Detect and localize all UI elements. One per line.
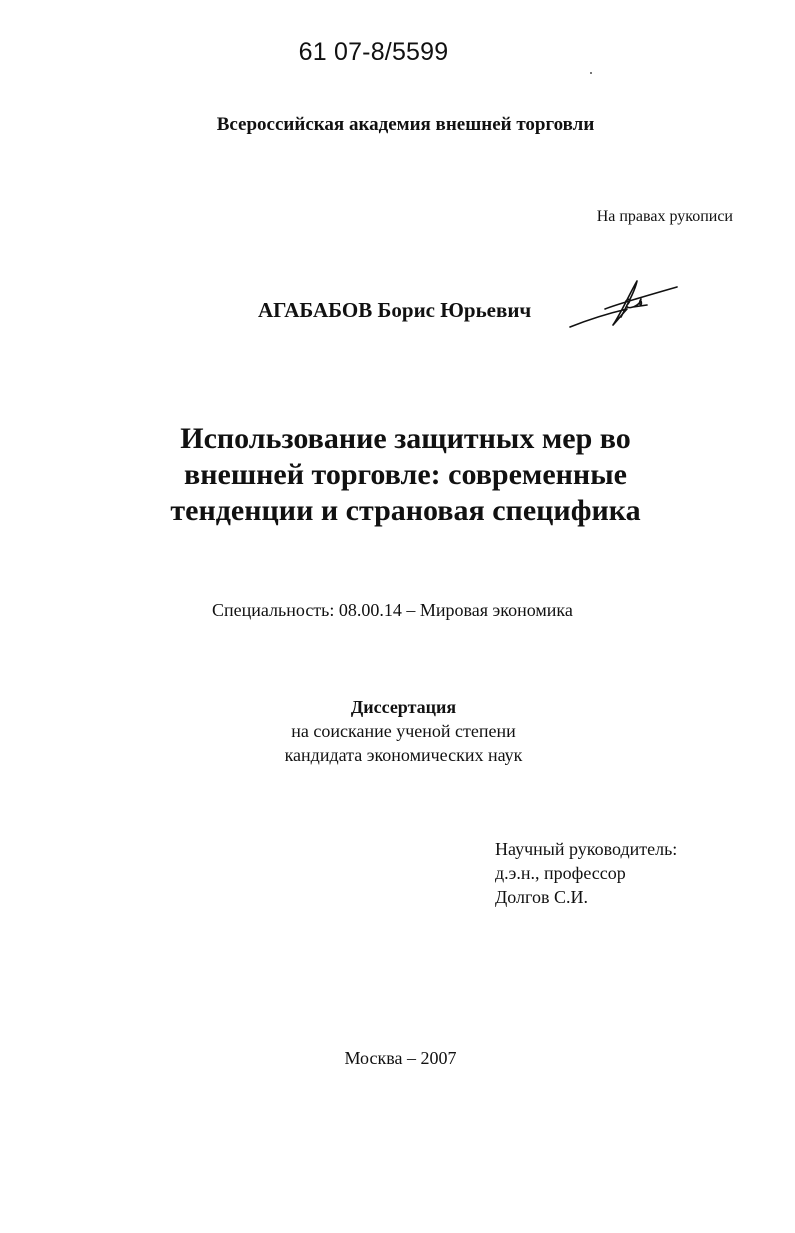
degree-line-1: на соискание ученой степени xyxy=(291,721,516,741)
city-year-text: Москва – 2007 xyxy=(344,1048,457,1068)
rights-notice: На правах рукописи xyxy=(596,208,733,225)
supervisor-label: Научный руководитель: xyxy=(495,839,678,859)
degree-type: Диссертация xyxy=(350,697,457,717)
author-name: АГАБАБОВ Борис Юрьевич xyxy=(258,298,532,322)
scan-speck xyxy=(590,72,592,74)
supervisor-block xyxy=(495,837,677,909)
title-line-1: Использование защитных мер во xyxy=(180,422,631,455)
dissertation-title xyxy=(0,421,795,529)
institution-name xyxy=(0,114,795,136)
title-line-2: внешней торговле: современные xyxy=(184,458,627,491)
degree-block xyxy=(0,695,795,767)
supervisor-name: Долгов С.И. xyxy=(495,887,588,907)
supervisor-credentials: д.э.н., профессор xyxy=(495,863,626,883)
title-line-3: тенденции и страновая специфика xyxy=(170,494,641,527)
city-year xyxy=(0,1048,795,1069)
signature-icon xyxy=(565,275,685,335)
institution-name-text: Всероссийская академия внешней торговли xyxy=(216,114,595,135)
registration-number-text: 61 07-8/5599 xyxy=(298,38,449,66)
degree-line-2: кандидата экономических наук xyxy=(284,745,523,765)
registration-number xyxy=(0,38,795,67)
specialty: Специальность: 08.00.14 – Мировая экономика xyxy=(212,600,573,620)
